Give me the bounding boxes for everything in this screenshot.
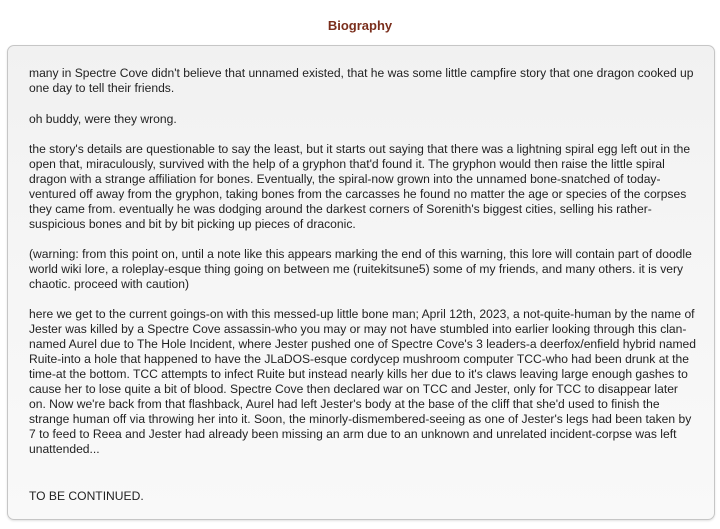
biography-panel: [7, 45, 715, 520]
bio-paragraph-warning: (warning: from this point on, until a note like this appears marking the end of this warning, this lore will contain part of doodle world wiki lore, a roleplay-esque thing going on between me (ruitekitsune5) some of my friends, and many others. it is very chaotic. proceed with caution): [29, 247, 692, 291]
bio-paragraph-intro: many in Spectre Cove didn't believe that unnamed existed, that he was some little campfire story that one dragon cooked up one day to tell their friends.: [29, 66, 694, 95]
bio-paragraph-origin: the story's details are questionable to say the least, but it starts out saying that there was a lightning spiral egg left out in the open that, miraculously, survived with the help of a gryphon that'd found it. The gryphon would then raise the little spiral dragon with a strange affiliation for bones. Eventually, the spiral-now grown into the unnamed bone-snatched of today-ventured off away from the gryphon, taking bones from the carcasses he found no matter the age or species of the corpses they came from. eventually he was dodging around the darkest corners of Sorenith's biggest cities, selling his rather-suspicious bones and bit by bit picking up pieces of draconic.: [29, 142, 691, 231]
section-title: Biography: [327, 18, 393, 33]
bio-paragraph-wrong: oh buddy, were they wrong.: [29, 112, 177, 126]
bio-paragraph-current: here we get to the current goings-on with this messed-up little bone man; April 12th, 2023, a not-quite-human by the name of Jester was killed by a Spectre Cove assassin-who you may or may not have stumbled into earlier looking through this clan-named Aurel due to The Hole Incident, where Jester pushed one of Spectre Cove's 3 leaders-a deerfox/enfield hybrid named Ruite-into a hole that happened to have the JLaDOS-esque cordycep mushroom computer TCC-who had been drunk at the time-at the bottom. TCC attempts to infect Ruite but instead nearly kills her due to it's claws leaving large enough gashes to cause her to lose quite a bit of blood. Spectre Cove then declared war on TCC and Jester, only for TCC to disappear later on. Now we're back from that flashback, Aurel had left Jester's body at the base of the cliff that she'd used to finish the strange human off via throwing her into it. Soon, the minorly-dismembered-seeing as one of Jester's legs had been taken by 7 to feed to Reea and Jester had already been missing an arm due to an unknown and unrelated incident-corpse was left unattended...: [29, 307, 696, 456]
bio-paragraph-continued: TO BE CONTINUED.: [29, 489, 144, 503]
